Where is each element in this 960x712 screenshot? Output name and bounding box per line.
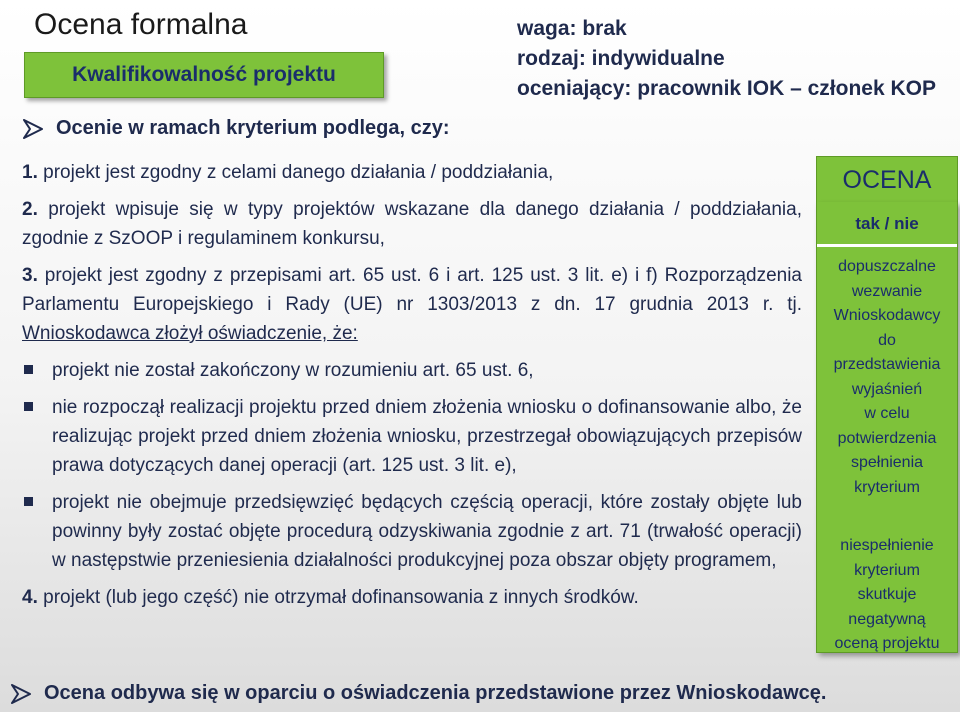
note-line: kryterium: [854, 561, 920, 579]
note-line: potwierdzenia: [837, 429, 937, 447]
item-number: 4.: [22, 587, 38, 608]
category-badge: Kwalifikowalność projektu: [24, 52, 384, 98]
meta-type: rodzaj: indywidualne: [517, 47, 725, 70]
bullet-text: projekt nie został zakończony w rozumieniu art. 65 ust. 6,: [52, 360, 534, 381]
tak-nie-label: tak / nie: [855, 214, 919, 233]
square-bullet-icon: [22, 393, 52, 480]
criterion-item-3: [22, 261, 802, 348]
item-text: projekt (lub jego część) nie otrzymał dofinansowania z innych środków.: [37, 587, 639, 608]
note-line: wezwanie: [851, 282, 923, 300]
arrow-bullet-icon: [22, 119, 48, 139]
ocena-panel: [816, 202, 958, 653]
note-line: niespełnienie: [840, 537, 934, 554]
ocena-header: OCENA: [816, 156, 958, 204]
note-line: przedstawienia: [833, 356, 941, 373]
note-line: Wnioskodawcy: [833, 307, 941, 324]
note-line: spełnienia: [850, 454, 924, 471]
bullet-text: projekt nie obejmuje przedsięwzięć będących częścią operacji, które zostały objęte lub powinny były zostać objęte procedurą odzyskiwania zgodnie z art. 71 (trwałość operacji) w następstwie przeniesienia działalności produkcyjnej poza obszar objęty programem,: [52, 492, 802, 571]
item-number: 1.: [22, 162, 38, 183]
note-line: w celu: [864, 405, 910, 422]
arrow-bullet-icon: [10, 684, 36, 704]
divider: [817, 244, 957, 247]
item-text: projekt jest zgodny z celami danego działania / poddziałania,: [37, 162, 554, 183]
criterion-item-4: [22, 583, 802, 612]
note-line: negatywną: [848, 610, 926, 628]
bullet-text: nie rozpoczął realizacji projektu przed dniem złożenia wniosku o dofinansowanie albo, że realizując projekt przed dniem złożenia wniosku, przestrzegał obowiązujących przepisów prawa dotyczących danej operacji (art. 125 ust. 3 lit. e),: [52, 397, 802, 476]
square-bullet-icon: [22, 356, 52, 385]
intro-line: [22, 117, 449, 140]
note-line: kryterium: [854, 478, 920, 496]
note-line: do: [878, 331, 896, 349]
ocena-note-1: [817, 255, 957, 500]
footer-text: Ocena odbywa się w oparciu o oświadczenia przedstawione przez Wnioskodawcę.: [44, 682, 827, 704]
note-line: skutkuje: [857, 586, 917, 603]
item-number: 3.: [22, 265, 38, 286]
note-line: oceną projektu: [834, 635, 940, 652]
note-line: dopuszczalne: [838, 258, 936, 275]
meta-evaluator: oceniający: pracownik IOK – członek KOP: [517, 77, 936, 100]
declaration-bullet-2: [22, 393, 802, 480]
item-number: 2.: [22, 199, 38, 220]
criterion-item-2: [22, 195, 802, 253]
criterion-meta: [517, 14, 936, 104]
underlined-text: Wnioskodawca złożył oświadczenie, że:: [22, 323, 358, 344]
declaration-bullet-1: [22, 356, 802, 385]
page-title: Ocena formalna: [34, 8, 248, 41]
criterion-item-1: [22, 158, 802, 187]
item-text: projekt jest zgodny z przepisami art. 65 ust. 6 i art. 125 ust. 3 lit. e) i f) Rozporządzenia Parlamentu Europejskiego i Rady (UE) nr 1303/2013 z dn. 17 grudnia 2013 r. tj.: [22, 265, 802, 315]
note-line: wyjaśnień: [851, 380, 923, 398]
declaration-bullet-3: [22, 488, 802, 575]
intro-text: Ocenie w ramach kryterium podlega, czy:: [56, 117, 450, 139]
meta-weight: waga: brak: [517, 17, 627, 40]
item-text: projekt wpisuje się w typy projektów wskazane dla danego działania / poddziałania, zgodnie z SzOOP i regulaminem konkursu,: [22, 199, 802, 249]
ocena-note-2: [817, 534, 957, 657]
square-bullet-icon: [22, 488, 52, 575]
criteria-list: [22, 158, 802, 612]
footer-line: [10, 682, 826, 705]
